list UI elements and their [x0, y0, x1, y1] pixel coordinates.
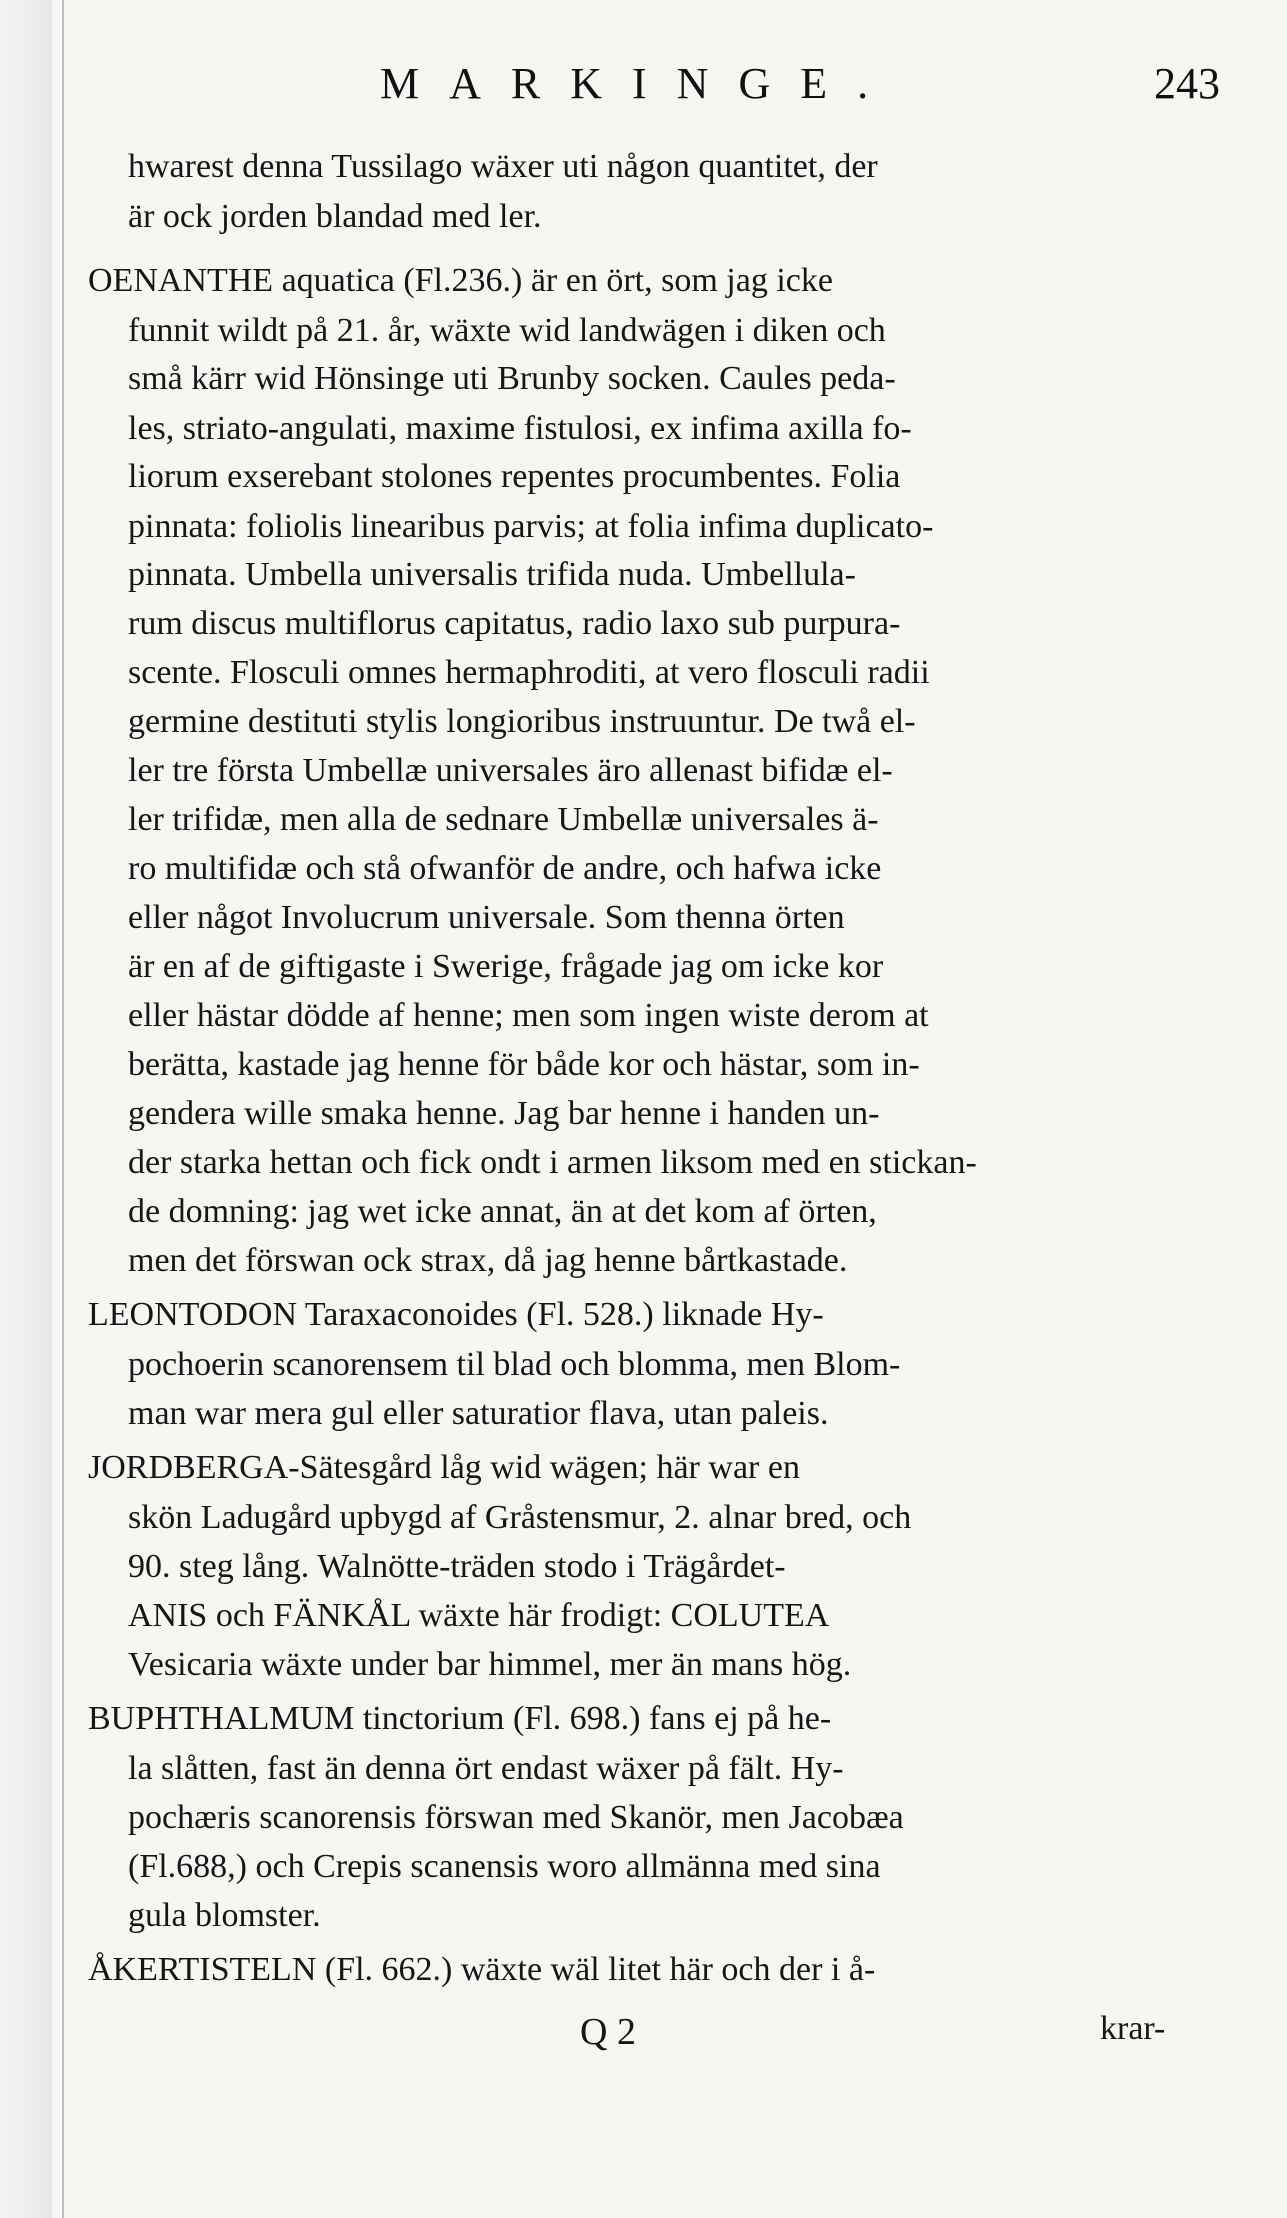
text-line: ANIS och FÄNKÅL wäxte här frodigt: COLUTEA [128, 1597, 830, 1634]
text-line: eller hästar dödde af henne; men som ingen wiste derom at [128, 997, 929, 1034]
text-line: (Fl.688,) och Crepis scanensis woro allmänna med sina [128, 1848, 881, 1885]
text-line: eller något Involucrum universale. Som thenna örten [128, 899, 845, 936]
text-line: germine destituti stylis longioribus instruuntur. De twå el- [128, 703, 916, 740]
text-line: liorum exserebant stolones repentes procumbentes. Folia [128, 458, 901, 495]
text-line: gendera wille smaka henne. Jag bar henne i handen un- [128, 1095, 880, 1132]
text-line: pinnata. Umbella universalis trifida nuda. Umbellula- [128, 556, 856, 593]
text-line: scente. Flosculi omnes hermaphroditi, at vero flosculi radii [128, 654, 930, 691]
page-edge-line [62, 0, 64, 2218]
page-header [380, 58, 1220, 118]
text-line: små kärr wid Hönsinge uti Brunby socken. Caules peda- [128, 360, 896, 397]
text-line: ro multifidæ och stå ofwanför de andre, och hafwa icke [128, 850, 882, 887]
text-line: gula blomster. [128, 1897, 321, 1934]
text-line: ÅKERTISTELN (Fl. 662.) wäxte wäl litet här och der i å- [88, 1951, 876, 1988]
text-line: OENANTHE aquatica (Fl.236.) är en ört, som jag icke [88, 262, 833, 299]
text-line: rum discus multiflorus capitatus, radio laxo sub purpura- [128, 605, 901, 642]
text-line: är ock jorden blandad med ler. [128, 198, 542, 235]
text-line: 90. steg lång. Walnötte-träden stodo i Trägårdet- [128, 1548, 786, 1585]
text-line: pochoerin scanorensem til blad och blomma, men Blom- [128, 1346, 901, 1383]
text-line: BUPHTHALMUM tinctorium (Fl. 698.) fans ej på he- [88, 1700, 832, 1737]
text-line: JORDBERGA-Sätesgård låg wid wägen; här war en [88, 1449, 800, 1486]
text-line: men det förswan ock strax, då jag henne bårtkastade. [128, 1242, 848, 1279]
text-line: berätta, kastade jag henne för både kor och hästar, som in- [128, 1046, 920, 1083]
text-line: LEONTODON Taraxaconoides (Fl. 528.) liknade Hy- [88, 1296, 824, 1333]
text-line: man war mera gul eller saturatior flava, utan paleis. [128, 1395, 829, 1432]
text-line: funnit wildt på 21. år, wäxte wid landwägen i diken och [128, 312, 886, 349]
text-line: är en af de giftigaste i Swerige, frågade jag om icke kor [128, 948, 884, 985]
text-line: pinnata: foliolis linearibus parvis; at folia infima duplicato- [128, 508, 934, 545]
text-line: Vesicaria wäxte under bar himmel, mer än mans hög. [128, 1646, 852, 1683]
page-number: 243 [1154, 59, 1220, 108]
text-line: les, striato-angulati, maxime fistulosi, ex infima axilla fo- [128, 410, 912, 447]
text-line: pochæris scanorensis förswan med Skanör, men Jacobæa [128, 1799, 904, 1836]
text-line: skön Ladugård upbygd af Gråstensmur, 2. alnar bred, och [128, 1499, 912, 1536]
text-line: ler tre första Umbellæ universales äro allenast bifidæ el- [128, 752, 893, 789]
running-head: MARKINGE. [380, 59, 899, 108]
catchword: krar- [1100, 2010, 1166, 2047]
book-gutter [0, 0, 52, 2218]
signature-mark: Q 2 [580, 2011, 636, 2053]
text-line: hwarest denna Tussilago wäxer uti någon quantitet, der [128, 148, 878, 185]
text-line: de domning: jag wet icke annat, än at det kom af örten, [128, 1193, 877, 1230]
text-line: der starka hettan och fick ondt i armen liksom med en stickan- [128, 1144, 977, 1181]
text-line: la slåtten, fast än denna ört endast wäxer på fält. Hy- [128, 1750, 844, 1787]
text-line: ler trifidæ, men alla de sednare Umbellæ universales ä- [128, 801, 879, 838]
